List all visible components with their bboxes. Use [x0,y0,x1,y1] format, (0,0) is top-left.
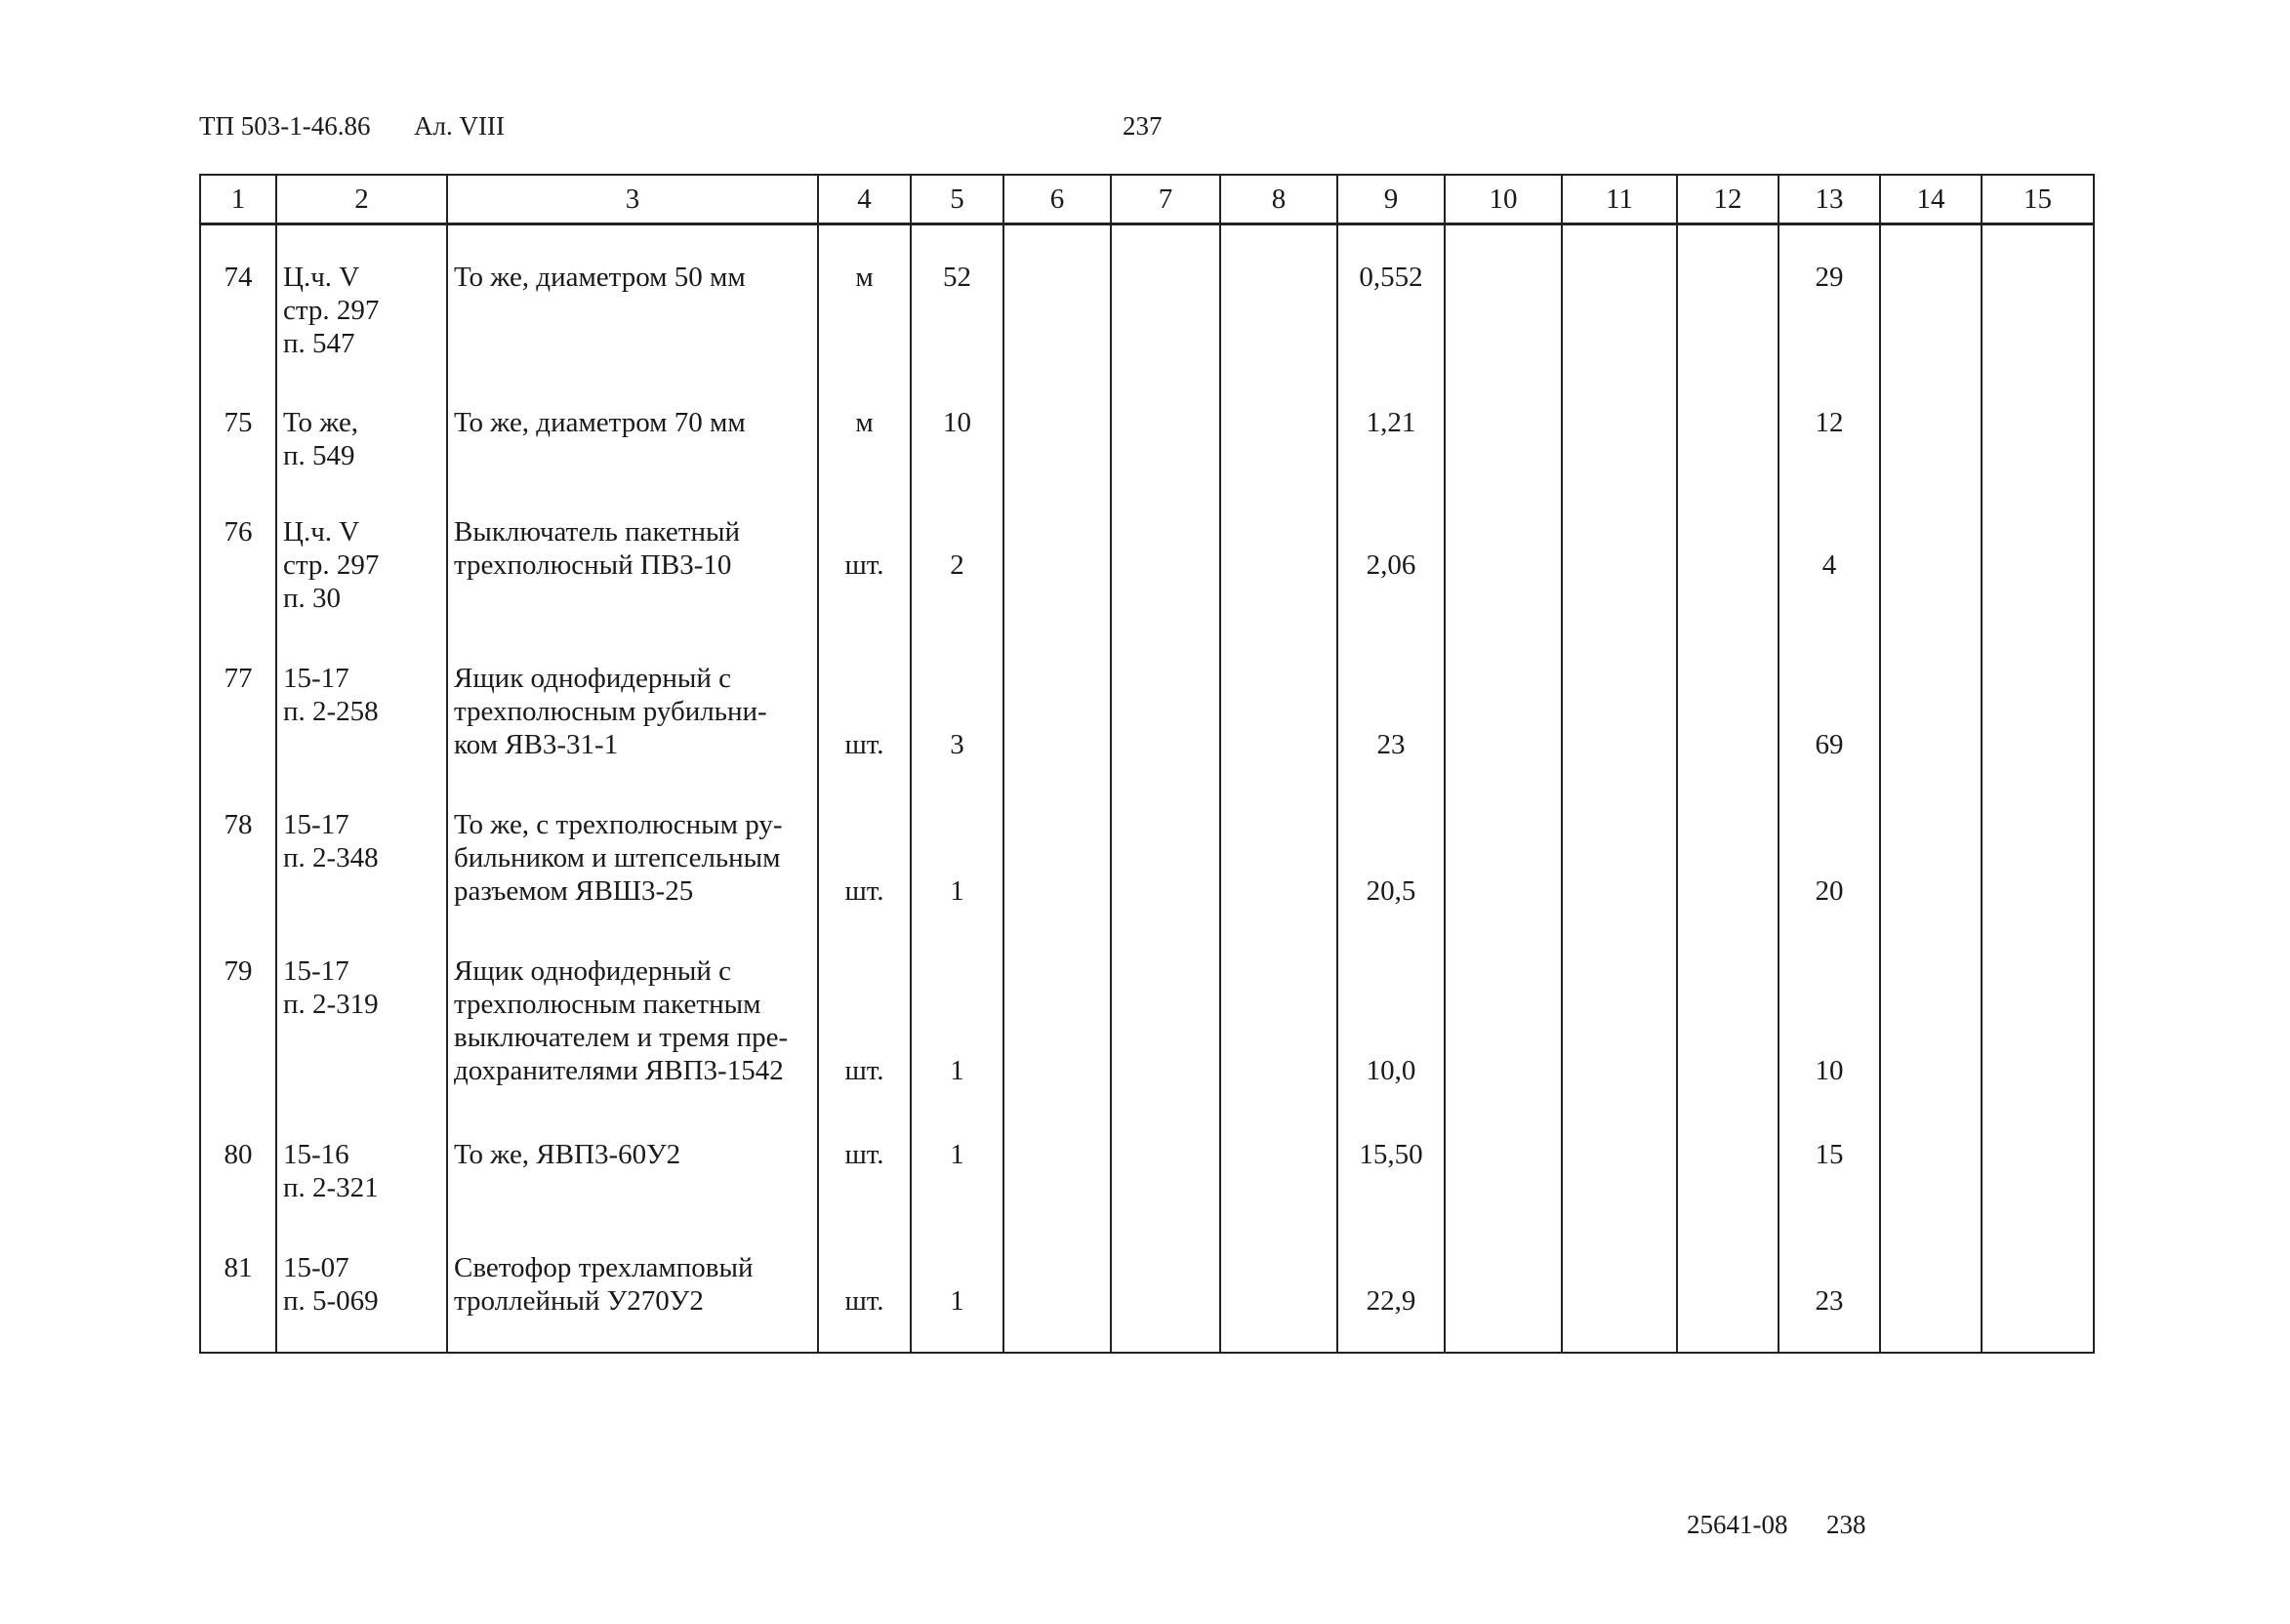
cell-value: 52 [943,262,971,293]
cell-line: То же, с трехполюсным ру- [454,808,783,840]
row-number-cell [200,777,276,923]
cell-value: 76 [224,515,253,548]
value-cell [1337,1103,1445,1216]
column-header: 2 [276,175,447,224]
cell-value: 20 [1815,874,1844,907]
description-cell [447,1216,818,1353]
value-cell [1003,484,1111,630]
cell-line: То же, [283,406,359,438]
quantity-cell [911,224,1003,371]
value-cell [1677,923,1779,1103]
reference-cell [276,923,447,1103]
cell-value: шт. [844,1284,884,1317]
value-cell [1220,224,1337,371]
description-cell [447,923,818,1103]
cell-value: 74 [224,262,253,293]
cell-line: п. 2-348 [283,841,379,873]
cell-value: 10 [1815,1054,1844,1086]
column-header: 10 [1445,175,1562,224]
value-cell [1677,1216,1779,1353]
row-number-cell [200,1103,276,1216]
cell-value: 10,0 [1366,1054,1416,1086]
column-header: 3 [447,175,818,224]
row-number-cell [200,1216,276,1353]
value-cell [1562,484,1677,630]
value-cell [1562,224,1677,371]
table-row [200,630,2094,777]
quantity-cell [911,484,1003,630]
row-number-cell [200,484,276,630]
cell-value: 3 [950,728,964,760]
cell-line: Ц.ч. V [283,262,360,293]
value-cell [1982,1216,2094,1353]
cell-line: 15-17 [283,808,349,840]
value-cell [1562,923,1677,1103]
cell-line: 15-07 [283,1251,349,1283]
value-cell [1982,484,2094,630]
value-cell [1337,371,1445,484]
value-cell [1003,1216,1111,1353]
cell-value: 1 [950,874,964,907]
value-cell [1220,923,1337,1103]
cell-value: 0,552 [1359,262,1423,293]
document-code: ТП 503-1-46.86 [199,111,371,141]
cell-value: 1 [950,1054,964,1086]
cell-line: Ящик однофидерный с [454,954,732,987]
value-cell [1562,777,1677,923]
value-cell [1880,371,1982,484]
value-cell [1445,777,1562,923]
quantity-cell [911,923,1003,1103]
value-cell [1111,1216,1220,1353]
cell-line: 15-17 [283,954,349,987]
value-cell [1220,1103,1337,1216]
reference-cell [276,630,447,777]
cell-value: 12 [1815,406,1844,438]
cell-value: 81 [224,1251,253,1283]
value-cell [1337,923,1445,1103]
value-cell [1562,371,1677,484]
cell-line: Ящик однофидерный с [454,662,732,694]
value-cell [1779,224,1880,371]
quantity-cell [911,1103,1003,1216]
value-cell [1982,1103,2094,1216]
reference-cell [276,371,447,484]
unit-cell [818,1103,911,1216]
row-number-cell [200,630,276,777]
table-row [200,1216,2094,1353]
value-cell [1445,1216,1562,1353]
cell-line: трехполюсным рубильни- [454,695,767,727]
table-row [200,923,2094,1103]
unit-cell [818,777,911,923]
album-number: Ал. VIII [414,111,505,141]
cell-value: 29 [1815,262,1844,293]
reference-cell [276,1103,447,1216]
cell-value: 79 [224,954,253,987]
row-number-cell [200,224,276,371]
value-cell [1779,1103,1880,1216]
column-header: 7 [1111,175,1220,224]
cell-value: 4 [1821,548,1837,581]
cell-line: 15-16 [283,1138,349,1170]
quantity-cell [911,371,1003,484]
cell-line: дохранителями ЯВП3-1542 [454,1054,784,1086]
value-cell [1220,630,1337,777]
row-number-cell [200,923,276,1103]
cell-line: п. 547 [283,328,355,359]
cell-value: шт. [844,1054,884,1086]
column-header: 5 [911,175,1003,224]
value-cell [1677,1103,1779,1216]
cell-value: шт. [844,874,884,907]
cell-line: п. 2-319 [283,988,379,1020]
cell-value: 2 [950,548,964,581]
unit-cell [818,923,911,1103]
value-cell [1003,1103,1111,1216]
table-row [200,484,2094,630]
reference-cell [276,777,447,923]
value-cell [1880,1103,1982,1216]
value-cell [1220,484,1337,630]
value-cell [1220,1216,1337,1353]
value-cell [1562,1103,1677,1216]
value-cell [1445,371,1562,484]
value-cell [1445,1103,1562,1216]
unit-cell [818,371,911,484]
column-number-row [200,175,2094,224]
cell-line: п. 549 [283,439,355,471]
page-number: 237 [1123,111,1163,141]
cell-line: разъемом ЯВШ3-25 [454,874,694,907]
value-cell [1779,484,1880,630]
cell-line: стр. 297 [283,548,380,581]
value-cell [1779,371,1880,484]
unit-cell [818,224,911,371]
value-cell [1111,484,1220,630]
cell-value: 78 [224,808,253,840]
value-cell [1111,777,1220,923]
value-cell [1562,630,1677,777]
reference-cell [276,1216,447,1353]
value-cell [1445,484,1562,630]
description-cell [447,1103,818,1216]
value-cell [1677,224,1779,371]
value-cell [1003,371,1111,484]
value-cell [1220,371,1337,484]
table-row [200,777,2094,923]
value-cell [1445,923,1562,1103]
column-header: 6 [1003,175,1111,224]
cell-value: 2,06 [1366,548,1416,581]
value-cell [1880,777,1982,923]
value-cell [1003,630,1111,777]
value-cell [1562,1216,1677,1353]
unit-cell [818,1216,911,1353]
value-cell [1982,630,2094,777]
quantity-cell [911,1216,1003,1353]
value-cell [1220,777,1337,923]
footer-page-number: 238 [1826,1510,1866,1539]
value-cell [1880,630,1982,777]
cell-value: 10 [943,406,971,438]
value-cell [1880,923,1982,1103]
cell-line: Выключатель пакетный [454,515,740,548]
unit-cell [818,630,911,777]
value-cell [1982,777,2094,923]
value-cell [1982,371,2094,484]
value-cell [1880,1216,1982,1353]
value-cell [1111,630,1220,777]
cell-line: п. 30 [283,582,342,614]
value-cell [1003,224,1111,371]
cell-value: 15,50 [1359,1138,1423,1170]
column-header: 12 [1677,175,1779,224]
cell-value: 1 [950,1284,964,1317]
cell-value: 77 [224,662,253,694]
value-cell [1880,484,1982,630]
value-cell [1111,1103,1220,1216]
cell-line: То же, ЯВП3-60У2 [454,1138,681,1170]
value-cell [1445,224,1562,371]
cell-line: бильником и штепсельным [454,841,781,873]
value-cell [1111,224,1220,371]
description-cell [447,484,818,630]
cell-value: 15 [1815,1138,1844,1170]
cell-value: шт. [844,728,884,760]
cell-line: трехполюсным пакетным [454,988,761,1020]
value-cell [1337,224,1445,371]
cell-line: Светофор трехламповый [454,1251,754,1283]
cell-value: шт. [844,1138,884,1170]
cell-value: 20,5 [1366,874,1416,907]
column-header: 8 [1220,175,1337,224]
cell-line: 15-17 [283,662,349,694]
cell-line: п. 2-321 [283,1171,379,1203]
value-cell [1677,777,1779,923]
cell-line: То же, диаметром 70 мм [454,406,746,438]
footer-code: 25641-08 [1687,1510,1788,1539]
value-cell [1677,484,1779,630]
cell-value: 23 [1815,1284,1844,1317]
cell-line: троллейный У270У2 [454,1284,704,1317]
cell-line: п. 5-069 [283,1284,379,1317]
cell-line: То же, диаметром 50 мм [454,262,746,293]
value-cell [1779,630,1880,777]
quantity-cell [911,630,1003,777]
cell-value: 23 [1376,728,1406,760]
specification-table [199,174,2095,1354]
value-cell [1111,923,1220,1103]
cell-value: 1 [950,1138,964,1170]
value-cell [1337,484,1445,630]
column-header: 11 [1562,175,1677,224]
column-header: 15 [1982,175,2094,224]
value-cell [1982,224,2094,371]
table-row [200,371,2094,484]
table-row [200,1103,2094,1216]
cell-line: п. 2-258 [283,695,379,727]
cell-value: 75 [224,406,253,438]
value-cell [1779,923,1880,1103]
description-cell [447,224,818,371]
value-cell [1111,371,1220,484]
reference-cell [276,224,447,371]
unit-cell [818,484,911,630]
value-cell [1880,224,1982,371]
value-cell [1337,1216,1445,1353]
value-cell [1779,1216,1880,1353]
column-header: 13 [1779,175,1880,224]
table-row [200,224,2094,371]
value-cell [1677,371,1779,484]
reference-cell [276,484,447,630]
quantity-cell [911,777,1003,923]
value-cell [1677,630,1779,777]
cell-value: 1,21 [1366,406,1416,438]
cell-value: м [855,262,874,293]
value-cell [1003,777,1111,923]
row-number-cell [200,371,276,484]
value-cell [1337,777,1445,923]
value-cell [1337,630,1445,777]
cell-value: 80 [224,1138,253,1170]
value-cell [1445,630,1562,777]
cell-value: 22,9 [1366,1284,1416,1317]
description-cell [447,630,818,777]
column-header: 1 [200,175,276,224]
cell-line: стр. 297 [283,295,380,326]
description-cell [447,777,818,923]
cell-line: ком ЯВ3-31-1 [454,728,619,760]
cell-line: выключателем и тремя пре- [454,1021,789,1053]
column-header: 14 [1880,175,1982,224]
description-cell [447,371,818,484]
value-cell [1003,923,1111,1103]
value-cell [1982,923,2094,1103]
cell-line: трехполюсный ПВ3-10 [454,548,732,581]
value-cell [1779,777,1880,923]
cell-line: Ц.ч. V [283,515,360,548]
column-header: 4 [818,175,911,224]
column-header: 9 [1337,175,1445,224]
cell-value: м [855,406,874,438]
cell-value: 69 [1815,728,1844,760]
cell-value: шт. [844,548,884,581]
